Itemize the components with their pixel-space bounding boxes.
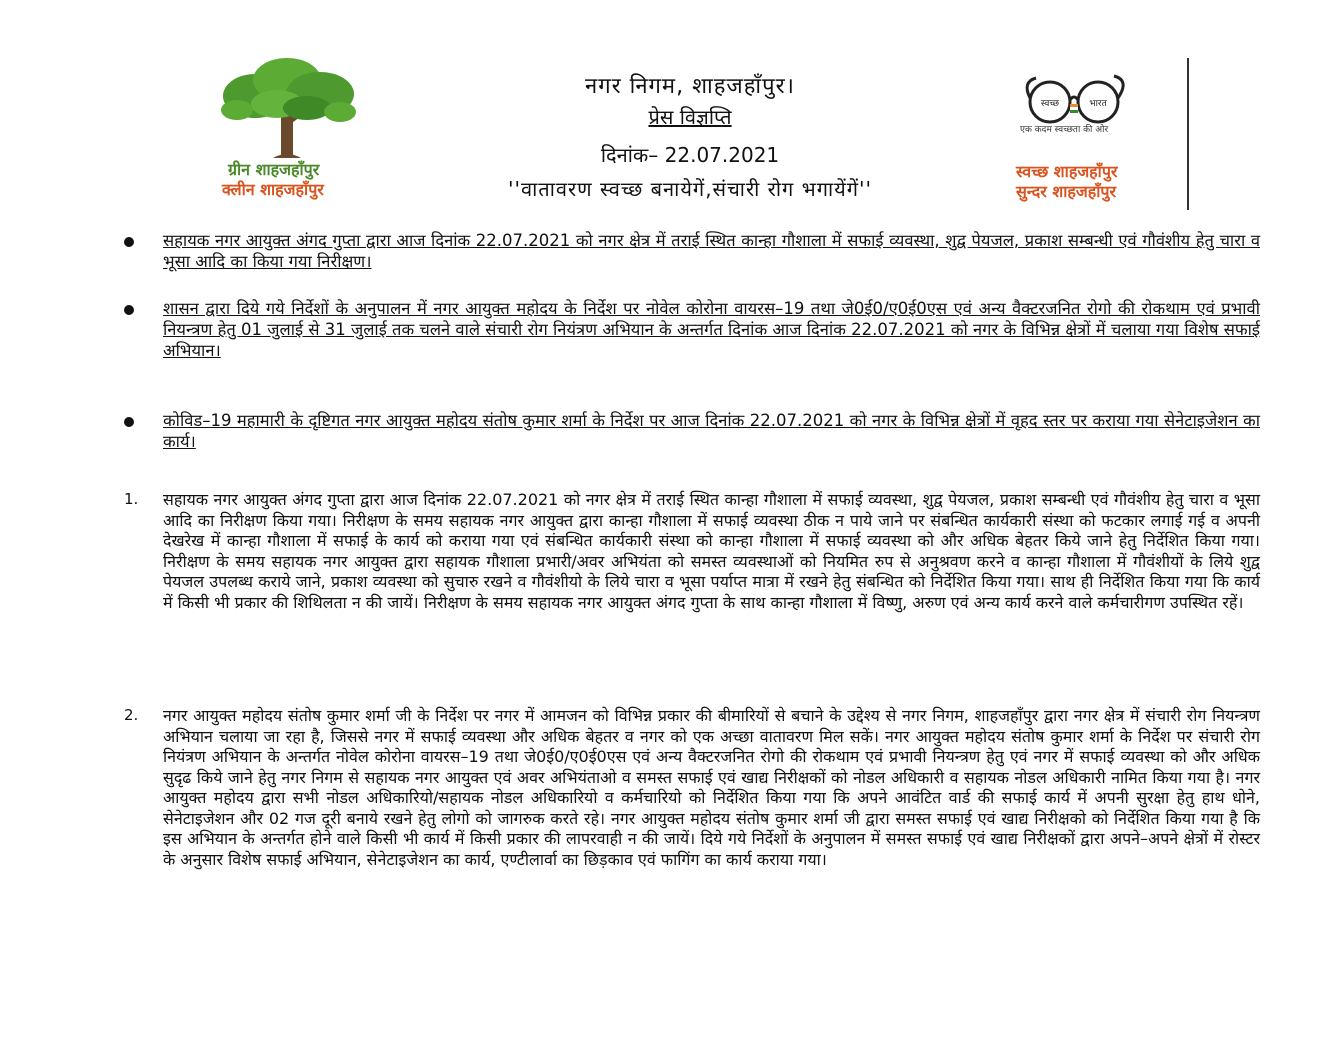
highlight-item <box>120 298 1260 361</box>
slogan: ''वातावरण स्वच्छ बनायेगें,संचारी रोग भगायेंगें'' <box>508 177 872 201</box>
swachh-bharat-logo <box>1010 74 1160 204</box>
highlight-item <box>120 410 1260 452</box>
tree-icon <box>215 58 360 163</box>
green-logo-line1: ग्रीन शाहजहाँपुर <box>228 160 320 179</box>
detail-text: नगर आयुक्त महोदय संतोष कुमार शर्मा जी के निर्देश पर नगर में आमजन को विभिन्न प्रकार की बीमारियों से बचाने के उद्देश्य से नगर निगम, शाहजहाँपुर द्वारा नगर क्षेत्र में संचारी रोग नियन्त्रण अभियान चलाया जा रहा है, जिससे नगर में सफाई व्यवस्था और अधिक बेहतर व नगर को एक अच्छा वातावरण मिल सकें। नगर आयुक्त महोदय संतोष कुमार शर्मा के निर्देश पर संचारी रोग नियंत्रण अभियान के अन्तर्गत नोवेल कोरोना वायरस–19 तथा जे0ई0/ए0ई0एस एवं अन्य वैक्टरजनित रोगो की रोकथाम एवं प्रभावी नियन्त्रण हेतु एवं नगर में सफाई व्यवस्था को और अधिक सुदृढ किये जाने हेतु नगर निगम से सहायक नगर आयुक्त एवं अवर अभियंताओ व समस्त सफाई एवं खाद्य निरीक्षकों को नोडल अधिकारी व सहायक नोडल अधिकारी नामित किया गया है। नगर आयुक्त महोदय द्वारा सभी नोडल अधिकारियो/सहायक नोडल अधिकारियो व कर्मचारियो को निर्देशित किया गया कि अपने आवंटित वार्ड की सफाई कार्य में अपनी सुरक्षा हेतु हाथ धोने, सेनेटाइजेशन और 02 गज दूरी बनाये रखने हेतु लोगो को जागरुक करते रहे। नगर आयुक्त महोदय संतोष कुमार शर्मा जी द्वारा समस्त सफाई एवं खाद्य निरीक्षको को निर्देशित किया गया है कि इस अभियान के अन्तर्गत होने वाले किसी भी कार्य में किसी प्रकार की लापरवाही न की जायें। दिये गये निर्देशों के अनुपालन में समस्त सफाई एवं खाद्य निरीक्षकों द्वारा अपने–अपने क्षेत्रों में रोस्टर के अनुसार विशेष सफाई अभियान, सेनेटाइजेशन का कार्य, एण्टीलार्वा का छिड़काव एवं फागिंग का कार्य कराया गया। <box>163 706 1260 869</box>
detail-item <box>120 706 1260 870</box>
swachh-logo-line1: स्वच्छ शाहजहाँपुर <box>1016 162 1118 181</box>
swachh-bharat-spectacles-icon <box>1018 74 1133 126</box>
swachh-logo-line2: सुन्दर शाहजहाँपुर <box>1016 182 1117 201</box>
header-divider <box>1187 58 1189 210</box>
date-line: दिनांक– 22.07.2021 <box>600 143 780 167</box>
document-header <box>0 0 1340 215</box>
green-shahjahanpur-logo <box>205 58 380 208</box>
press-release-heading: प्रेस विज्ञप्ति <box>648 105 732 129</box>
bullet-icon <box>124 417 134 427</box>
green-logo-line2: क्लीन शाहजहाँपुर <box>222 180 324 199</box>
item-number: 2. <box>124 706 139 724</box>
detail-text: सहायक नगर आयुक्त अंगद गुप्ता द्वारा आज दिनांक 22.07.2021 को नगर क्षेत्र में तराई स्थित कान्हा गौशाला में सफाई व्यवस्था, शुद्व पेयजल, प्रकाश सम्बन्धी एवं गौवंशीय हेतु चारा व भूसा आदि का निरीक्षण किया गया। निरीक्षण के समय सहायक नगर आयुक्त द्वारा कान्हा गौशाला में सफाई व्यवस्था ठीक न पाये जाने पर संबन्धित कार्यकारी संस्था को फटकार लगाई गई व अपनी देखरेख में कान्हा गौशाला में सफाई के कार्य को कराया गया एवं संबन्धित कार्यकारी संस्था को कान्हा गौशाला में सफाई व्यवस्था को और अधिक बेहतर किये जाने हेतु निर्देशित किया गया। निरीक्षण के समय सहायक नगर आयुक्त द्वारा सहायक गौशाला प्रभारी/अवर अभियंता को समस्त व्यवस्थाओं को नियमित रुप से अनुश्रवण करने व कान्हा गौशाला में गौवंशीयों के लिये शुद्व पेयजल उपलब्ध कराये जाने, प्रकाश व्यवस्था को सुचारु रखने व गौवंशीयो के लिये चारा व भूसा पर्याप्त मात्रा में रखने हेतु संबन्धित को निर्देशित किया गया। साथ ही निर्देशित किया गया कि कार्य में किसी भी प्रकार की शिथिलता न की जायें। निरीक्षण के समय सहायक नगर आयुक्त अंगद गुप्ता के साथ कान्हा गौशाला में विष्णु, अरुण एवं अन्य कार्य करने वाले कर्मचारीगण उपस्थित रहें। <box>163 490 1260 612</box>
highlight-text: सहायक नगर आयुक्त अंगद गुप्ता द्वारा आज दिनांक 22.07.2021 को नगर क्षेत्र में तराई स्थित कान्हा गौशाला में सफाई व्यवस्था, शुद्व पेयजल, प्रकाश सम्बन्धी एवं गौवंशीय हेतु चारा व भूसा आदि का किया गया निरीक्षण। <box>163 231 1260 271</box>
highlight-item <box>120 230 1260 272</box>
bullet-icon <box>124 237 134 247</box>
title-block <box>400 74 980 202</box>
highlight-text: शासन द्वारा दिये गये निर्देशों के अनुपालन में नगर आयुक्त महोदय के निर्देश पर नोवेल कोरोना वायरस–19 तथा जे0ई0/ए0ई0एस एवं अन्य वैक्टरजनित रोगो की रोकथाम एवं प्रभावी नियन्त्रण हेतु 01 जुलाई से 31 जुलाई तक चलने वाले संचारी रोग नियंत्रण अभियान के अन्तर्गत दिनांक आज दिनांक 22.07.2021 को नगर के विभिन्न क्षेत्रों में चलाया गया विशेष सफाई अभियान। <box>163 299 1261 360</box>
swachh-tagline: एक कदम स्वच्छता की ओर <box>1020 125 1109 135</box>
detail-item <box>120 490 1260 613</box>
org-name: नगर निगम, शाहजहाँपुर। <box>585 74 795 99</box>
lens-left-text: स्वच्छ <box>1040 99 1060 109</box>
item-number: 1. <box>124 490 139 508</box>
bullet-icon <box>124 305 134 315</box>
highlight-text: कोविड–19 महामारी के दृष्टिगत नगर आयुक्त महोदय संतोष कुमार शर्मा के निर्देश पर आज दिनांक 22.07.2021 को नगर के विभिन्न क्षेत्रों में वृहद स्तर पर कराया गया सेनेटाइजेशन का कार्य। <box>163 411 1260 451</box>
lens-right-text: भारत <box>1089 99 1107 109</box>
